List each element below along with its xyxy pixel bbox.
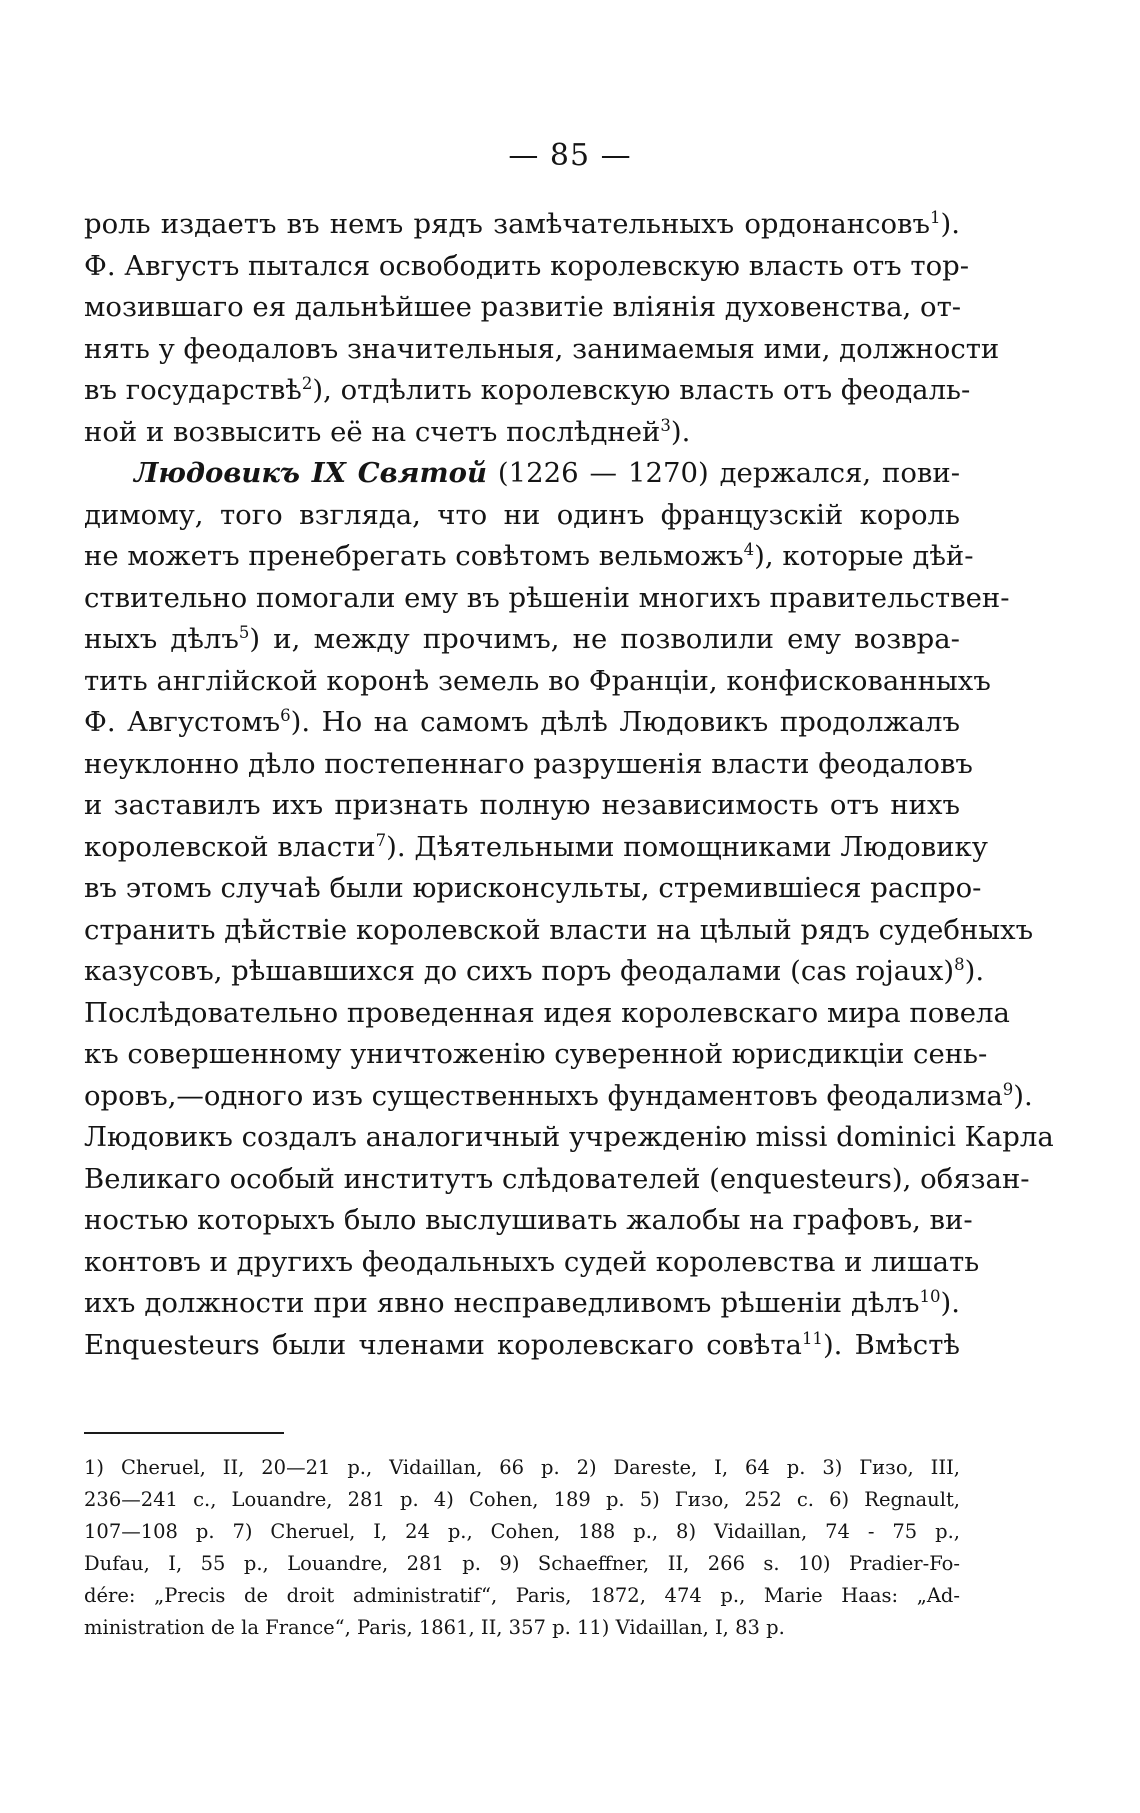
text-segment: ). xyxy=(670,415,691,448)
footnote-ref: 3 xyxy=(660,415,671,435)
main-text xyxy=(84,204,1054,1366)
text-line: ствительно помогали ему въ рѣшеніи многихъ правительствен- xyxy=(84,581,1010,614)
text-segment: оровъ,—одного изъ существенныхъ фундаментовъ феодализма xyxy=(84,1079,1003,1112)
text-line xyxy=(84,619,960,661)
text-line: къ совершенному уничтоженію суверенной юрисдикціи сень- xyxy=(84,1038,988,1070)
text-segment: ). Вмѣстѣ xyxy=(822,1328,960,1361)
footnote-ref: 6 xyxy=(280,705,291,725)
text-line xyxy=(84,1325,960,1367)
text-line xyxy=(84,370,971,412)
text-segment: ихъ должности при явно несправедливомъ рѣшеніи дѣлъ xyxy=(84,1287,920,1319)
text-line: и заставилъ ихъ признать полную независимость отъ нихъ xyxy=(84,789,960,821)
footnote-ref: 5 xyxy=(238,622,250,642)
text-line: Послѣдовательно проведенная идея королевскаго мира повела xyxy=(84,996,1010,1029)
text-segment: ). xyxy=(1013,1079,1033,1112)
text-segment: ) и, между прочимъ, не позволили ему возвра- xyxy=(249,623,960,655)
footnote-line: 236—241 c., Louandre, 281 p. 4) Cohen, 189 p. 5) Гизо, 252 c. 6) Regnault, xyxy=(84,1488,960,1511)
footnotes xyxy=(84,1452,960,1644)
text-line xyxy=(84,951,985,993)
footnote-ref: 9 xyxy=(1002,1079,1014,1099)
footnote-line: 107—108 p. 7) Cheruel, I, 24 p., Cohen, 188 p., 8) Vidaillan, 74 - 75 p., xyxy=(84,1520,960,1543)
text-segment: ). xyxy=(964,955,985,987)
text-line: контовъ и другихъ феодальныхъ судей королевства и лишать xyxy=(84,1245,980,1278)
text-line: нять у феодаловъ значительныя, занимаемыя ими, должности xyxy=(84,332,1000,365)
footnote-divider xyxy=(84,1432,284,1434)
text-segment: ныхъ дѣлъ xyxy=(84,623,239,655)
text-line: странить дѣйствіе королевской власти на цѣлый рядъ судебныхъ xyxy=(84,913,1034,946)
footnote-line: dére: „Precis de droit administratif“, Paris, 1872, 474 p., Marie Haas: „Ad- xyxy=(84,1584,960,1607)
footnote-line: ministration de la France“, Paris, 1861, II, 357 p. 11) Vidaillan, I, 83 p. xyxy=(84,1616,785,1639)
footnote-ref: 7 xyxy=(375,830,387,850)
text-segment: роль издаетъ въ немъ рядъ замѣчательныхъ ордонансовъ xyxy=(84,208,931,240)
text-line: неуклонно дѣло постепеннаго разрушенія власти феодаловъ xyxy=(84,747,973,780)
text-segment: казусовъ, рѣшавшихся до сихъ поръ феодалами (cas rojaux) xyxy=(84,955,955,987)
text-segment: ной и возвысить её на счетъ послѣдней xyxy=(84,415,661,448)
text-line: Ф. Августъ пытался освободить королевскую власть отъ тор- xyxy=(84,249,970,282)
text-line xyxy=(84,702,960,744)
text-line: димому, того взгляда, что ни одинъ французскій король xyxy=(84,498,960,531)
text-line: Людовикъ создалъ аналогичный учрежденію missi dominici Карла xyxy=(84,1121,1054,1153)
text-line: тить англійской коронѣ земель во Франціи, конфискованныхъ xyxy=(84,664,991,697)
text-line xyxy=(84,204,960,246)
footnote-ref: 1 xyxy=(930,207,941,227)
footnote-ref: 8 xyxy=(954,954,965,974)
footnote-ref: 2 xyxy=(301,373,313,393)
text-line xyxy=(84,827,988,869)
text-line: Великаго особый институтъ слѣдователей (enquesteurs), обязан- xyxy=(84,1162,1030,1195)
text-line xyxy=(84,412,960,454)
text-line xyxy=(84,1076,1033,1118)
text-segment: Enquesteurs были членами королевскаго совѣта xyxy=(84,1328,802,1361)
text-line: ностью которыхъ было выслушивать жалобы на графовъ, ви- xyxy=(84,1204,973,1236)
text-segment: ), отдѣлить королевскую власть отъ феодаль- xyxy=(312,374,971,406)
text-line: въ этомъ случаѣ были юрисконсульты, стремившіеся распро- xyxy=(84,872,982,904)
text-segment: ), которые дѣй- xyxy=(754,540,974,572)
text-segment: не можетъ пренебрегать совѣтомъ вельможъ xyxy=(84,540,744,572)
text-segment: ). xyxy=(940,208,960,240)
text-line xyxy=(84,453,960,495)
text-segment: Ф. Августомъ xyxy=(84,706,281,738)
footnote-line: 1) Cheruel, II, 20—21 p., Vidaillan, 66 p. 2) Dareste, I, 64 p. 3) Гизо, III, xyxy=(84,1456,960,1479)
text-segment: ). Но на самомъ дѣлѣ Людовикъ продолжалъ xyxy=(290,706,960,738)
footnote-ref: 10 xyxy=(919,1286,941,1306)
text-line xyxy=(84,1283,960,1325)
king-name: Людовикъ IX Святой xyxy=(134,457,487,489)
text-segment: ). xyxy=(940,1287,960,1319)
text-segment: королевской власти xyxy=(84,830,376,863)
footnote-line: Dufau, I, 55 p., Louandre, 281 p. 9) Schaeffner, II, 266 s. 10) Pradier-Fo- xyxy=(84,1552,960,1575)
footnote-ref: 4 xyxy=(743,539,755,559)
text-segment: ). Дѣятельными помощниками Людовику xyxy=(386,830,988,863)
page-number: — 85 — xyxy=(508,138,632,173)
text-line: мозившаго ея дальнѣйшее развитіе вліянія духовенства, от- xyxy=(84,291,962,323)
footnote-ref: 11 xyxy=(801,1328,823,1348)
text-segment: (1226 — 1270) держался, пови- xyxy=(497,457,960,489)
text-line xyxy=(84,536,974,578)
text-segment: въ государствѣ xyxy=(84,374,302,406)
